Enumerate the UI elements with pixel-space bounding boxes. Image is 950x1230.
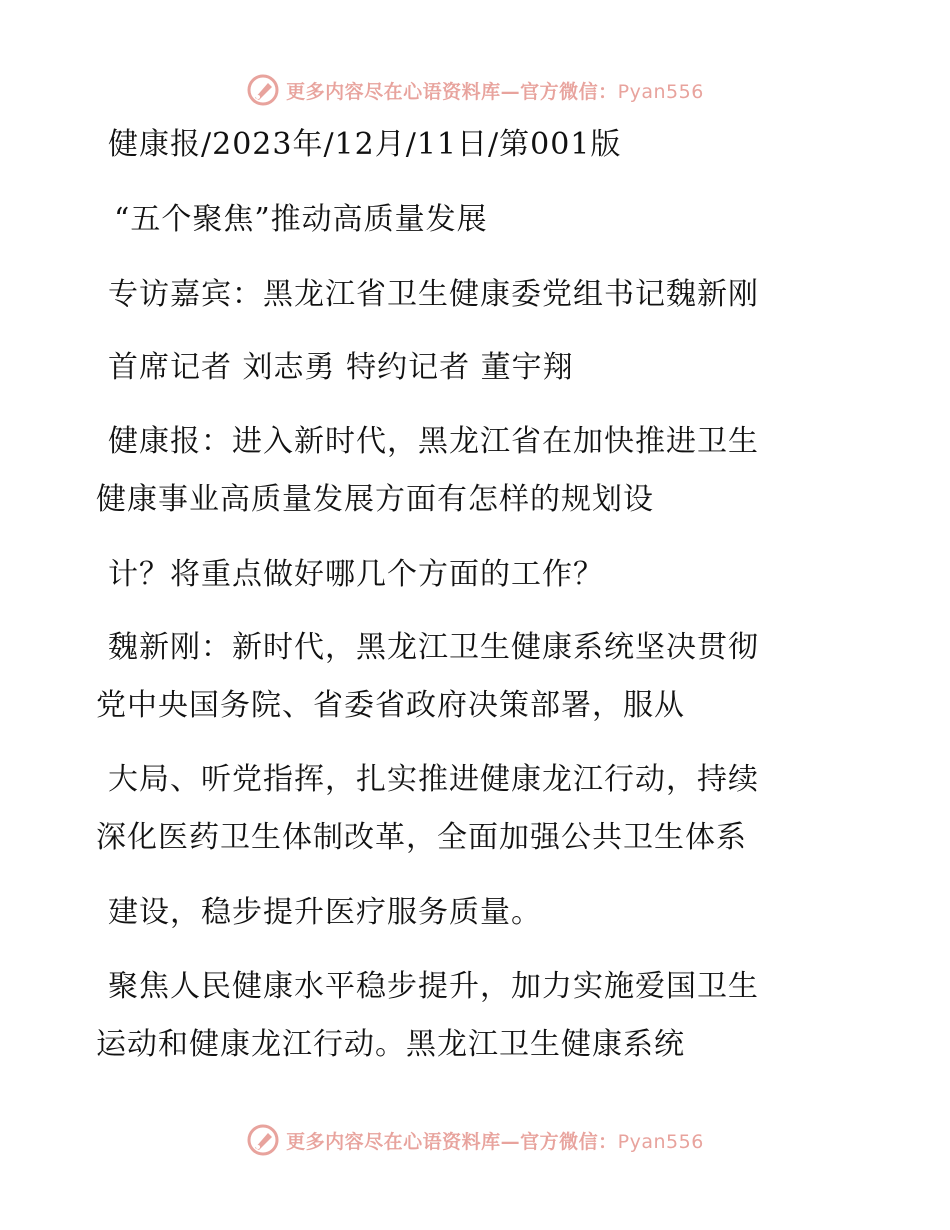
watermark-text: 更多内容尽在心语资料库—官方微信：Pyan556: [286, 80, 704, 103]
body-text-line: 聚焦人民健康水平稳步提升，加力实施爱国卫生: [108, 969, 759, 1004]
watermark-text: 更多内容尽在心语资料库—官方微信：Pyan556: [286, 1130, 704, 1153]
interviewee-line: 专访嘉宾：黑龙江省卫生健康委党组书记魏新刚: [108, 277, 759, 312]
article-title: “五个聚焦”推动高质量发展: [114, 202, 488, 237]
watermark-account: Pyan556: [617, 80, 704, 103]
body-text-line: 深化医药卫生体制改革，全面加强公共卫生体系: [96, 820, 747, 855]
pen-tip-logo-icon: [246, 73, 280, 107]
body-text-line: 计？将重点做好哪几个方面的工作？: [108, 557, 604, 592]
body-text-line: 魏新刚：新时代，黑龙江卫生健康系统坚决贯彻: [108, 630, 759, 665]
body-text-line: 运动和健康龙江行动。黑龙江卫生健康系统: [96, 1027, 685, 1062]
body-text-line: 党中央国务院、省委省政府决策部署，服从: [96, 688, 685, 723]
body-text-line: 健康事业高质量发展方面有怎样的规划设: [96, 482, 654, 517]
issue-line: 健康报/2023年/12月/11日/第001版: [108, 127, 622, 162]
watermark-banner-top: [0, 70, 950, 110]
body-text-line: 健康报：进入新时代，黑龙江省在加快推进卫生: [108, 424, 759, 459]
pen-tip-logo-icon: [246, 1123, 280, 1157]
body-text-line: 大局、听党指挥，扎实推进健康龙江行动，持续: [108, 762, 759, 797]
watermark-account: Pyan556: [617, 1130, 704, 1153]
body-text-line: 建设，稳步提升医疗服务质量。: [108, 895, 542, 930]
watermark-banner-bottom: [0, 1120, 950, 1160]
byline: 首席记者 刘志勇 特约记者 董宇翔: [108, 350, 574, 385]
